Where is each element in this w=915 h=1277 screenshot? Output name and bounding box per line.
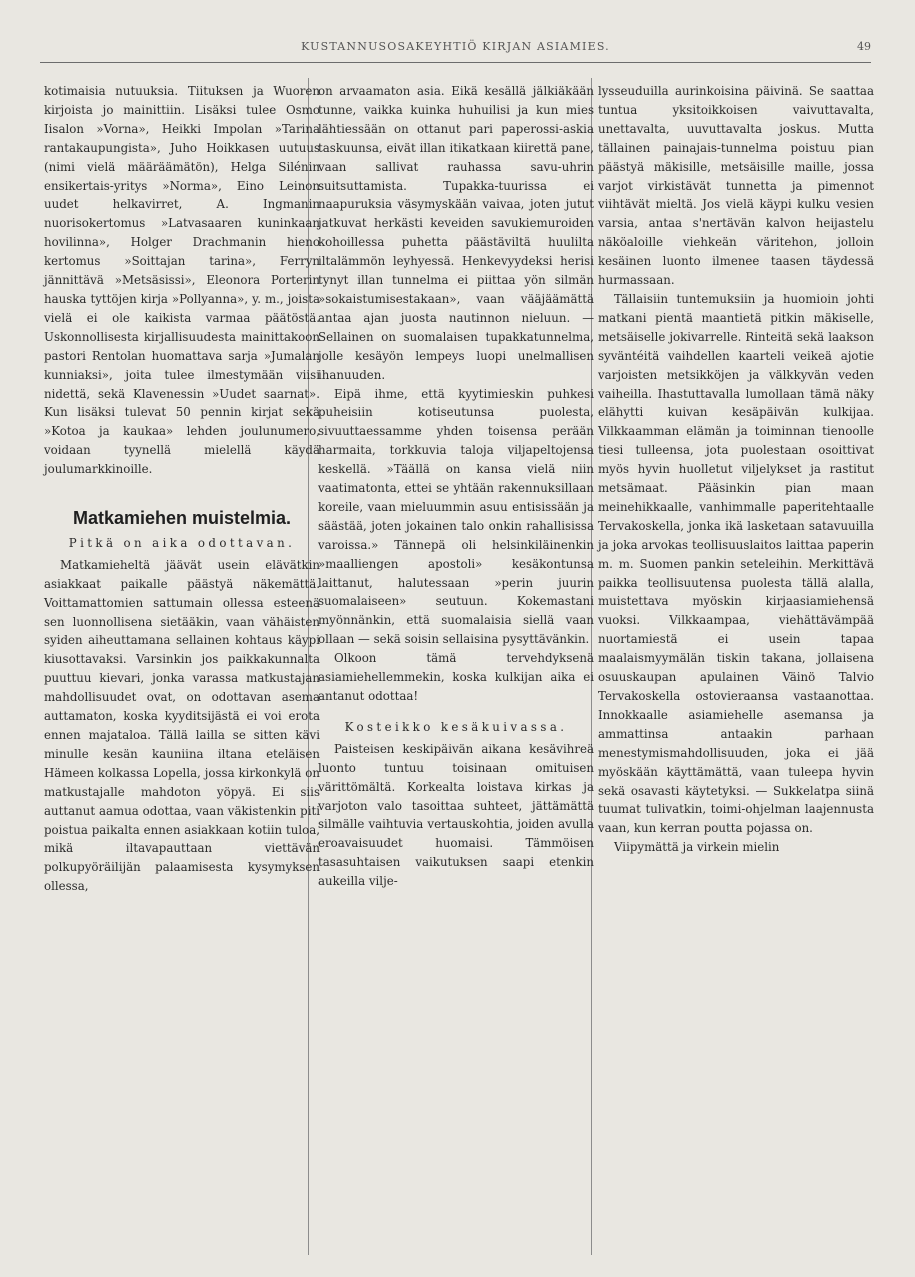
column-right bbox=[598, 82, 874, 857]
article-heading: Matkamiehen muistelmia. bbox=[72, 508, 292, 529]
page-number: 49 bbox=[857, 40, 871, 53]
paragraph: lysseuduilla aurinkoisina päivinä. Se saattaa tuntua yksitoikkoisen vaivuttavalta, unettavalta, uuvuttavalta joskus. Mutta tällainen painajais-tunnelma poistuu pian päästyä mäkisille, metsäisille maille, jossa varjot virkistävät tunnetta ja pimennot viihtävät mieltä. Jos vielä käypi kulku vesien varsia, antaa s'nertävän kalvon heijastelu näköaloille viehkeän väritehon, jolloin kesäinen luonto ilmenee taasen täydessä hurmassaan. bbox=[598, 84, 874, 288]
paragraph: kotimaisia nutuuksia. Tiituksen ja Wuoren kirjoista jo mainittiin. Lisäksi tulee Osmo Iisalon »Vorna», Heikki Impolan »Tarina rantakaupungista», Juho Hoikkasen uutuus (nimi vielä määräämätön), Helga Silénin ensikertais-yritys »Norma», Eino Leinon uudet helkavirret, A. Ingmanin nuorisokertomus »Latvasaaren kuninkaan hovilinna», Holger Drachmanin hieno kertomus »Soittajan tarina», Ferryn jännittävä »Metsäsissi», Eleonora Porterin hauska tyttöjen kirja »Pollyanna», y. m., joista vielä ei ole kaikista varmaa päätöstä. Uskonnollisesta kirjallisuudesta mainittakoon pastori Rentolan huomattava sarja »Jumalan kunniaksi», joita tulee ilmestymään viisi nidettä, sekä Klavenessin »Uudet saarnat». Kun lisäksi tulevat 50 pennin kirjat sekä »Kotoa ja kaukaa» lehden joulunumero, voidaan tyynellä mielellä käydä joulumarkkinoille. bbox=[44, 84, 320, 477]
column-middle bbox=[318, 82, 594, 891]
running-header bbox=[40, 36, 871, 63]
paragraph: Eipä ihme, että kyytimieskin puhkesi puheisiin kotiseutunsa puolesta, sivuuttaessamme yhden toisensa perään harmaita, torkkuvia taloja viljapeltojensa keskellä. »Täällä on kansa vielä niin vaatimatonta, ettei se yhtään rakennuksillaan koreile, vaan mieluummin asuu entisissään ja säästää, joten jokainen talo onkin rahallisissa varoissa.» Tännepä oli helsinkiläinenkin »maalliengen apostoli» kesäkontunsa laittanut, halutessaan »perin juurin suomalaiseen» seutuun. Kokemastani myönnänkin, että suomalaisia siellä vaan ollaan — sekä soisin sellaisina pysyttävänkin. bbox=[318, 386, 594, 647]
column-left bbox=[44, 82, 320, 896]
section-subheading: Kosteikko kesäkuivassa. bbox=[344, 719, 568, 734]
section-subheading: Pitkä on aika odottavan. bbox=[68, 535, 296, 550]
running-title: KUSTANNUSOSAKEYHTIÖ KIRJAN ASIAMIES. bbox=[301, 40, 610, 53]
paragraph: Matkamieheltä jäävät usein elävätkin asiakkaat paikalle päästyä näkemättä. Voittamattomien sattumain ollessa esteenä sen luonnollisena sietääkin, vaan vähäisten syiden aiheuttamana sellainen kohtaus käypi kiusottavaksi. Varsinkin jos paikkakunnalta puuttuu kievari, jonka varassa matkustajan mahdollisuudet ovat, on odottavan asema auttamaton, koska kyyditsijästä ei voi erota ennen majataloa. Tällä lailla se sitten kävi minulle kesän kauniina iltana eteläisen Hämeen kolkassa Lopella, jossa kirkonkylä on matkustajalle mahdoton yöpyä. Ei siis auttanut aamua odottaa, vaan väkistenkin piti poistua paikalta ennen asiakkaan kotiin tuloa, mikä iltavapauttaan viettävän polkupyöräilijän palaamisesta kysymyksen ollessa, bbox=[44, 557, 320, 894]
paragraph: on arvaamaton asia. Eikä kesällä jälkiäkään tunne, vaikka kuinka huhuilisi ja kun mies lähtiessään on ottanut pari paperossi-askia taskuunsa, eivät illan itikatkaan kiirettä pane, vaan sallivat rauhassa savu-uhrin suitsuttamista. Tupakka-tuurissa ei naapuruksia väsymyskään vaivaa, joten jutut jatkuvat herkästi keveiden savukiemuroiden kohoillessa puhetta päästäviltä huulilta iltalämmön leyhyessä. Henkevyydeksi herisi tynyt illan tunnelma ei piittaa yön silmän »sokaistumisestakaan», vaan vääjäämättä antaa ajan juosta nautinnon nieluun. — Sellainen on suomalaisen tupakkatunnelma, jolle kesäyön lempeys luopi unelmallisen ihanuuden. bbox=[318, 84, 594, 382]
paragraph: Viipymättä ja virkein mielin bbox=[614, 840, 780, 855]
paragraph: Olkoon tämä tervehdyksenä asiamiehellemmekin, koska kulkijan aika ei antanut odottaa! bbox=[318, 651, 594, 703]
paragraph: Tällaisiin tuntemuksiin ja huomioin johti matkani pientä maantietä pitkin mäkiselle, metsäiselle jokivarrelle. Rinteitä sekä laakson syväntéitä vaihdellen kaarteli veikeä ajotie varjoisten metsikköjen ja välkkyvän veden vaiheilla. Ihastuttavalla lumollaan tämä näky elähytti kuivan kesäpäivän kulkijaa. Vilkkaamman elämän ja toiminnan tienoolle tiesi tulleensa, jota puolestaan osoittivat myös hyvin huolletut viljelykset ja rastitut metsämaat. Pääsinkin pian maan meinehikkaalle, vanhimmalle paperitehtaalle Tervakoskella, jonka ikä lasketaan satavuuilla ja joka arvokas teollisuuslaitos laittaa paperin m. m. Suomen pankin seteleihin. Merkittävä paikka teollisuutensa puolesta tällä alalla, muistettava myöskin kirjaasiamiehensä vuoksi. Vilkkaampaa, viehättävämpää nuortamiestä ei usein tapaa maalaismyymälän tiskin takana, jollaisena osuuskaupan apulainen Väinö Talvio Tervakoskella ostovieraansa vastaanottaa. Innokkaalle asiamiehelle asemansa ja ammattinsa antaakin parhaan menestymismahdollisuuden, joka ei jää myöskään käyttämättä, vaan tuleepa hyvin sekä osavasti käytetyksi. — Sukkelatpa siinä tuumat tulivatkin, toimi-ohjelman laajennusta vaan, kun kerran poutta pojassa on. bbox=[598, 291, 874, 836]
paragraph: Paisteisen keskipäivän aikana kesävihreä luonto tuntuu toisinaan omituisen värittömältä. Korkealta loistava kirkas ja varjoton valo tasoittaa suhteet, jättämättä silmälle vaihtuvia vertauskohtia, joiden avulla eroavaisuudet huomaisi. Tämmöisen tasasuhtaisen vaikutuksen saapi etenkin aukeilla vilje- bbox=[318, 741, 594, 889]
